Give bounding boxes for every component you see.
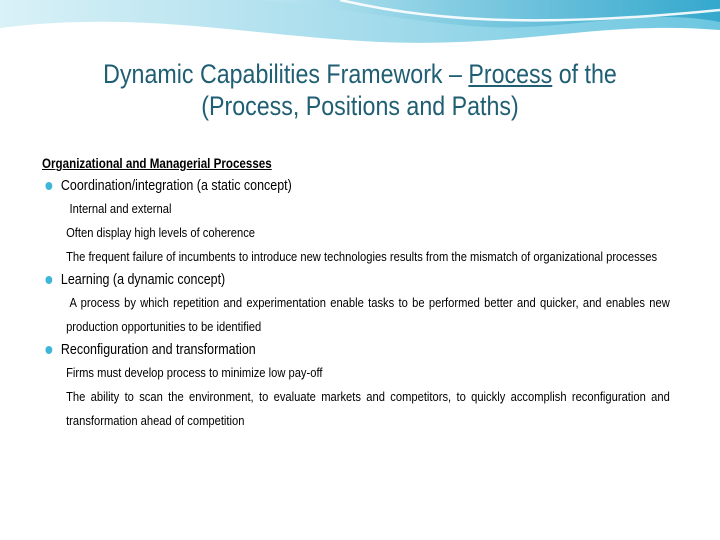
bullet-label: Coordination/integration (a static concept) — [60, 178, 292, 194]
header-wave-decoration — [0, 0, 720, 60]
slide-content — [42, 153, 692, 433]
sub-item: Firms must develop process to minimize low pay-off — [66, 365, 323, 380]
sub-item: Internal and external — [69, 201, 172, 216]
bullet-learning — [42, 269, 709, 291]
section-heading: Organizational and Managerial Processes — [42, 156, 272, 171]
bullet-reconfiguration — [42, 339, 709, 361]
bullet-dot-icon — [45, 346, 52, 354]
title-part2: of the — [558, 59, 617, 89]
bullet-dot-icon — [45, 182, 52, 190]
sub-item: A process by which repetition and experimentation enable tasks to be performed better and quicker, and enables new production opportunities to be identified — [66, 295, 670, 334]
bullet-label: Learning (a dynamic concept) — [60, 272, 226, 288]
bullet-label: Reconfiguration and transformation — [60, 342, 256, 358]
slide-title — [68, 58, 653, 122]
sub-item: Often display high levels of coherence — [66, 225, 256, 240]
title-line2: (Process, Positions and Paths) — [201, 91, 519, 121]
title-part1: Dynamic Capabilities Framework – — [103, 59, 462, 89]
title-underlined-word: Process — [468, 59, 553, 89]
sub-item: The frequent failure of incumbents to introduce new technologies results from the mismatch of organizational processes — [66, 249, 658, 264]
sub-item: The ability to scan the environment, to evaluate markets and competitors, to quickly accomplish reconfiguration and transformation ahead of competition — [66, 389, 670, 428]
bullet-coordination — [42, 175, 709, 197]
bullet-dot-icon — [45, 276, 52, 284]
